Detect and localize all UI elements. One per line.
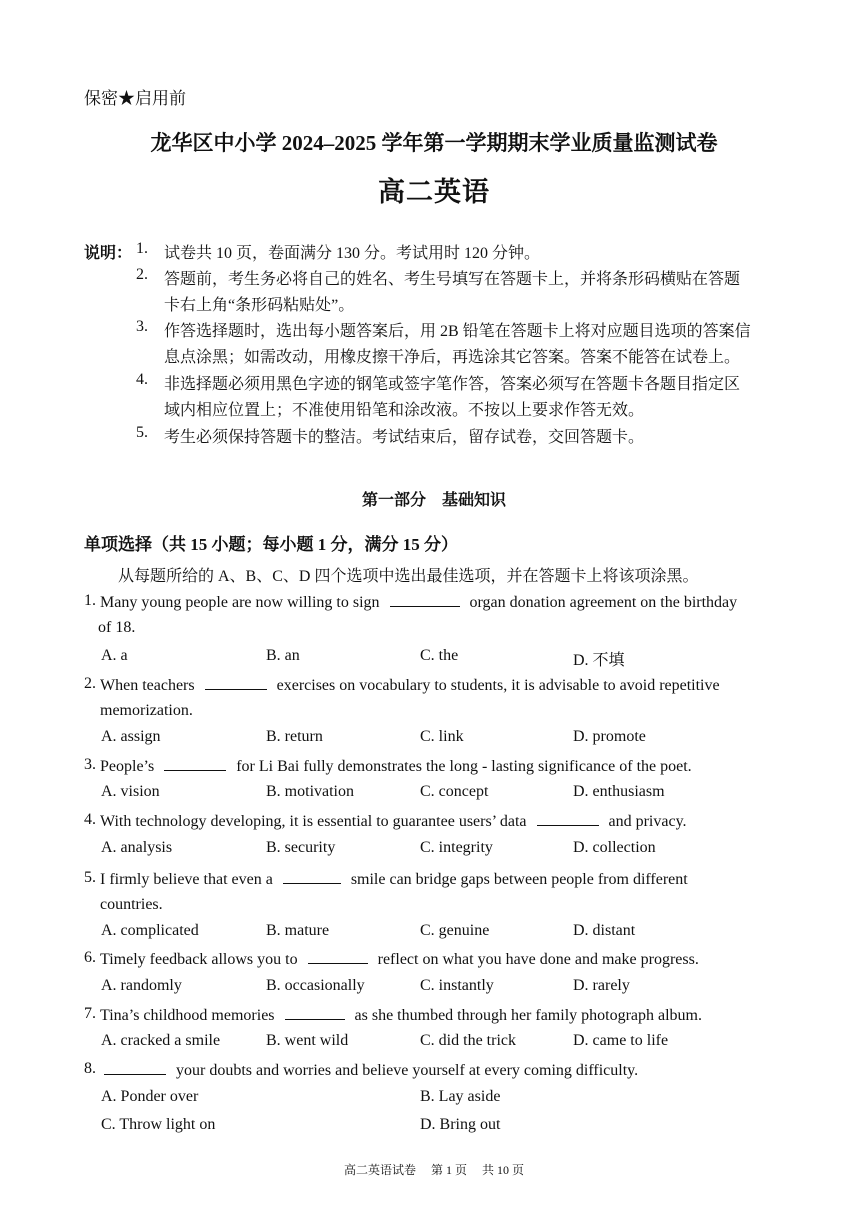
option: B. occasionally xyxy=(266,977,365,994)
question-number: 1. xyxy=(84,592,96,609)
option: D. enthusiasm xyxy=(573,783,665,800)
option: D. Bring out xyxy=(420,1116,501,1133)
question-text: your doubts and worries and believe yourself at every coming difficulty. xyxy=(104,1060,638,1080)
instruction-text: 息点涂黑；如需改动，用橡皮擦干净后，再选涂其它答案。答案不能答在试卷上。 xyxy=(164,349,741,366)
option: C. link xyxy=(420,728,464,745)
question-number: 3. xyxy=(84,756,96,773)
answer-blank xyxy=(205,675,267,690)
option: D. 不填 xyxy=(573,652,625,669)
option: D. distant xyxy=(573,922,636,939)
question-text: Many young people are now willing to sign organ donation agreement on the birthday xyxy=(100,594,738,611)
option: D. rarely xyxy=(573,977,630,994)
answer-blank xyxy=(283,869,341,884)
option: A. analysis xyxy=(101,839,173,856)
instruction-text: 答题前，考生务必将自己的姓名、考生号填写在答题卡上，并将条形码横贴在答题 xyxy=(164,271,741,288)
option: D. promote xyxy=(573,728,646,745)
question-text: Tina’s childhood memories as she thumbed through her family photograph album. xyxy=(100,1007,702,1024)
question-continuation: countries. xyxy=(100,896,163,913)
question-number: 5. xyxy=(84,869,96,886)
answer-blank xyxy=(285,1005,345,1020)
question-number: 7. xyxy=(84,1005,96,1022)
option: B. an xyxy=(266,647,300,664)
answer-blank xyxy=(104,1060,166,1075)
answer-blank xyxy=(164,756,226,771)
option: C. genuine xyxy=(420,922,490,939)
instruction-number: 3. xyxy=(136,318,148,335)
footer-page-number: 第 1 页 xyxy=(430,1163,467,1177)
option: A. vision xyxy=(101,783,160,800)
instruction-text: 作答选择题时，选出每小题答案后，用 2B 铅笔在答题卡上将对应题目选项的答案信 xyxy=(164,323,751,340)
question-text: Timely feedback allows you to reflect on what you have done and make progress. xyxy=(100,951,699,968)
instruction-text: 试卷共 10 页，卷面满分 130 分。考试用时 120 分钟。 xyxy=(164,245,541,262)
question-number: 6. xyxy=(84,949,96,966)
instructions-label: 说明： xyxy=(84,245,133,262)
instruction-text: 卡右上角“条形码粘贴处”。 xyxy=(164,297,355,314)
question-continuation: memorization. xyxy=(100,702,193,719)
option: C. integrity xyxy=(420,839,493,856)
option: C. concept xyxy=(420,783,489,800)
answer-blank xyxy=(537,811,599,826)
option: B. mature xyxy=(266,922,330,939)
option: B. went wild xyxy=(266,1032,349,1049)
page-footer xyxy=(0,1161,868,1178)
option: A. randomly xyxy=(101,977,182,994)
option: A. assign xyxy=(101,728,161,745)
section-title: 单项选择（共 15 小题；每小题 1 分，满分 15 分） xyxy=(84,535,458,554)
option: B. motivation xyxy=(266,783,354,800)
question-text: I firmly believe that even a smile can bridge gaps between people from different xyxy=(100,871,688,888)
footer-subject: 高二英语试卷 xyxy=(343,1163,416,1177)
instruction-number: 1. xyxy=(136,240,148,257)
section-direction: 从每题所给的 A、B、C、D 四个选项中选出最佳选项，并在答题卡上将该项涂黑。 xyxy=(118,568,699,585)
confidential-mark: 保密★启用前 xyxy=(84,89,186,108)
answer-blank xyxy=(308,949,368,964)
option: D. came to life xyxy=(573,1032,669,1049)
question-continuation: of 18. xyxy=(98,619,136,636)
instruction-number: 2. xyxy=(136,266,148,283)
question-number: 2. xyxy=(84,675,96,692)
option: A. cracked a smile xyxy=(101,1032,221,1049)
option: B. security xyxy=(266,839,336,856)
question-number: 8. xyxy=(84,1060,96,1077)
option: C. Throw light on xyxy=(101,1116,216,1133)
question-text: People’s for Li Bai fully demonstrates the long - lasting significance of the poet. xyxy=(100,758,692,775)
instruction-text: 考生必须保持答题卡的整洁。考试结束后，留存试卷，交回答题卡。 xyxy=(164,429,645,446)
subject-title: 高二英语 xyxy=(378,177,490,207)
instruction-number: 4. xyxy=(136,371,148,388)
option: C. instantly xyxy=(420,977,494,994)
instruction-text: 域内相应位置上；不准使用铅笔和涂改液。不按以上要求作答无效。 xyxy=(164,402,645,419)
option: C. did the trick xyxy=(420,1032,516,1049)
instruction-text: 非选择题必须用黑色字迹的钢笔或签字笔作答，答案必须写在答题卡各题目指定区 xyxy=(164,376,741,393)
option: C. the xyxy=(420,647,459,664)
instruction-number: 5. xyxy=(136,424,148,441)
option: B. Lay aside xyxy=(420,1088,501,1105)
part-title: 第一部分 基础知识 xyxy=(361,492,506,509)
option: A. Ponder over xyxy=(101,1088,199,1105)
option: D. collection xyxy=(573,839,656,856)
exam-title: 龙华区中小学 2024–2025 学年第一学期期末学业质量监测试卷 xyxy=(150,131,718,155)
option: A. a xyxy=(101,647,128,664)
option: A. complicated xyxy=(101,922,199,939)
question-text: When teachers exercises on vocabulary to students, it is advisable to avoid repetitive xyxy=(100,677,720,694)
question-text: With technology developing, it is essential to guarantee users’ data and privacy. xyxy=(100,813,687,830)
answer-blank xyxy=(390,592,460,607)
question-number: 4. xyxy=(84,811,96,828)
footer-total-pages: 共 10 页 xyxy=(482,1163,525,1177)
option: B. return xyxy=(266,728,323,745)
